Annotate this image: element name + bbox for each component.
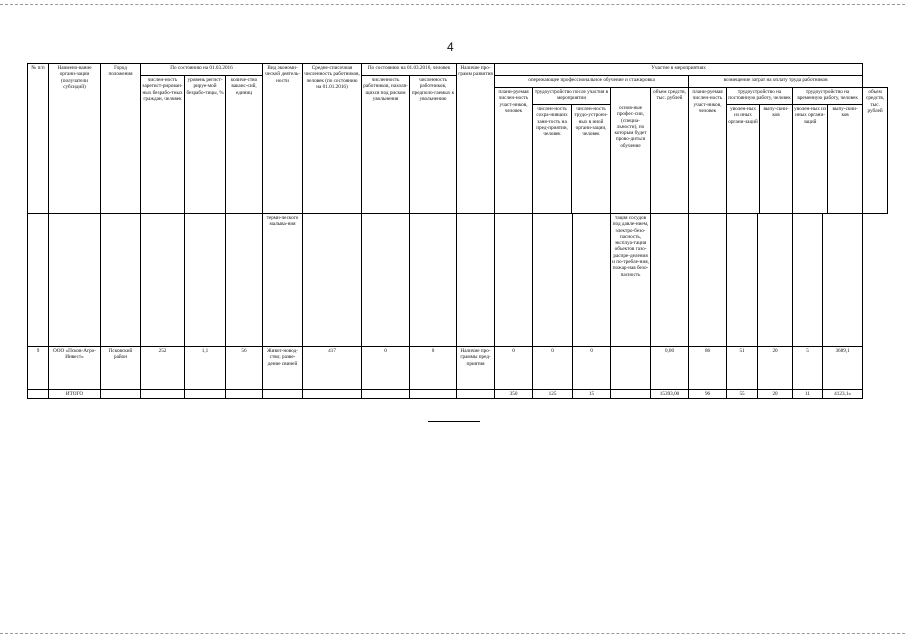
header-employed-other: числен-ность трудо-устроен-ных в иной органи-зации, человек <box>574 106 608 138</box>
row-temp-dismissed: 5 <box>793 347 823 390</box>
header-temp-graduates: выпу-скни-ков <box>832 106 858 119</box>
total-planned-participants: 350 <box>495 390 533 399</box>
total-employed-other: 15 <box>573 390 611 399</box>
row-planned-participants-2: 86 <box>689 347 727 390</box>
total-perm-dismissed: 55 <box>727 390 758 399</box>
top-scan-edge <box>0 4 905 5</box>
row-perm-dismissed: 51 <box>727 347 758 390</box>
row-city: Псковский район <box>101 347 141 390</box>
header-perm-dismissed: уволен-ных из иных органи-заций <box>727 105 760 214</box>
header-unemployed-level: уровень регист-рируе-мой безрабо-тицы, % <box>185 76 226 214</box>
header-state-0103-staff: По состоянию на 01.03.2016, человек <box>362 64 457 76</box>
header-planned-participants: плани-руемая числен-ность участ-ников, человек <box>495 88 533 214</box>
professions-continuation: тация сосудов под давле-нием, электро-безо-пасность, эксплуа-тация объектов газо-распре-деления и по-требле-ния, пожар-ная безо-пасность <box>611 214 651 347</box>
row-professions <box>611 347 651 390</box>
header-temp-employment: трудоустройство на временную работу, человек <box>793 88 862 105</box>
total-perm-graduates: 20 <box>758 390 793 399</box>
header-temp-dismissed: уволен-ных из иных органи-заций <box>793 105 828 214</box>
header-perm-employment: трудоустройство на постоянную работу, человек <box>727 88 792 105</box>
row-activity: Живот-новод-ство; разве-дение свиней <box>263 347 303 390</box>
header-professions: основ-ные профес-сии, (специа-льности), по которым будет прово-диться обучение <box>611 88 651 214</box>
row-employed-other: 0 <box>573 347 611 390</box>
header-city: Город положения <box>101 64 141 214</box>
header-funds-comp: объем средств, тыс. рублей <box>863 88 888 214</box>
header-compensation: возмещение затрат на оплату труда работников <box>689 76 863 88</box>
header-activity: Вид экономи-ческой деятель-ности <box>263 64 303 214</box>
row-no: 9 <box>28 347 49 390</box>
row-retained: 0 <box>533 347 573 390</box>
row-program: Наличие про-граммы пред-приятия <box>457 347 495 390</box>
header-planned-participants-2: плани-руемая числен-ность участ-ников, человек <box>689 88 727 214</box>
header-no: № п/п <box>28 64 49 214</box>
temp-employment-subtable <box>793 88 862 213</box>
header-planned-release: численность работников, предполо-гаемых к увольнению <box>410 76 457 214</box>
total-planned-participants-2: 96 <box>689 390 727 399</box>
header-training: опережающее профессиональное обучение и стажировка <box>495 76 689 88</box>
subsidy-table <box>27 63 888 399</box>
row-unemployed-level: 1,1 <box>185 347 226 390</box>
footnote-separator <box>428 421 480 422</box>
total-retained: 125 <box>533 390 573 399</box>
row-funds-training: 0,00 <box>651 347 689 390</box>
total-funds-training: 15393,00 <box>651 390 689 399</box>
perm-employment-subtable <box>727 88 792 213</box>
row-avg-staff: 417 <box>303 347 362 390</box>
row-vacancies: 56 <box>226 347 263 390</box>
header-parttime: численность работников, нахоля-щихся под риском увольнения <box>362 76 410 214</box>
header-perm-employment-group <box>727 88 793 214</box>
row-funds-comp: 3689,1 <box>823 347 863 390</box>
header-org-name: Наимено-вание органи-зации (получатели субсидий) <box>49 64 101 214</box>
header-row-1 <box>28 64 888 76</box>
row-unemployed-count: 252 <box>141 347 185 390</box>
total-funds-comp: 4123,1» <box>823 390 863 399</box>
activity-continuation: терми-ческого малыва-ния <box>263 214 303 347</box>
header-employment-after: трудоустройство после участия в мероприятии <box>533 88 610 105</box>
total-row <box>28 390 888 399</box>
page-number: 4 <box>447 40 454 54</box>
continuation-row <box>28 214 888 347</box>
header-state-0103: По состоянию на 01.03.2016 <box>141 64 263 76</box>
bottom-scan-edge <box>0 633 905 634</box>
header-perm-graduates: выпу-скни-ков <box>763 106 789 119</box>
header-vacancies: количе-ство ваканс-сий, единиц <box>226 76 263 214</box>
row-planned-participants: 0 <box>495 347 533 390</box>
header-program: Наличие про-грамм развития <box>457 64 495 214</box>
header-retained: числен-ность сохра-нивших заня-тость на пред-приятии, человек <box>533 105 572 214</box>
header-funds-training: объем средств, тыс. рублей <box>651 88 689 214</box>
row-parttime: 0 <box>362 347 410 390</box>
employment-after-subtable <box>533 88 610 213</box>
total-temp-dismissed: 11 <box>793 390 823 399</box>
header-participation: Участие в мероприятиях <box>495 64 863 76</box>
row-org-name: ООО «Псков-Агро-Инвест» <box>49 347 101 390</box>
header-unemployed-count: числен-ность зарегист-рирован-ных безрабо-тных граждан, человек <box>141 76 185 214</box>
header-avg-staff: Средне-списочная численность работников, человек (по состоянию на 01.01.2016) <box>303 64 362 214</box>
row-perm-graduates: 20 <box>758 347 793 390</box>
row-planned-release: 0 <box>410 347 457 390</box>
total-label: ИТОГО <box>49 390 101 399</box>
table-row <box>28 347 888 390</box>
header-employment-after-group <box>533 88 611 214</box>
header-temp-employment-group <box>793 88 863 214</box>
